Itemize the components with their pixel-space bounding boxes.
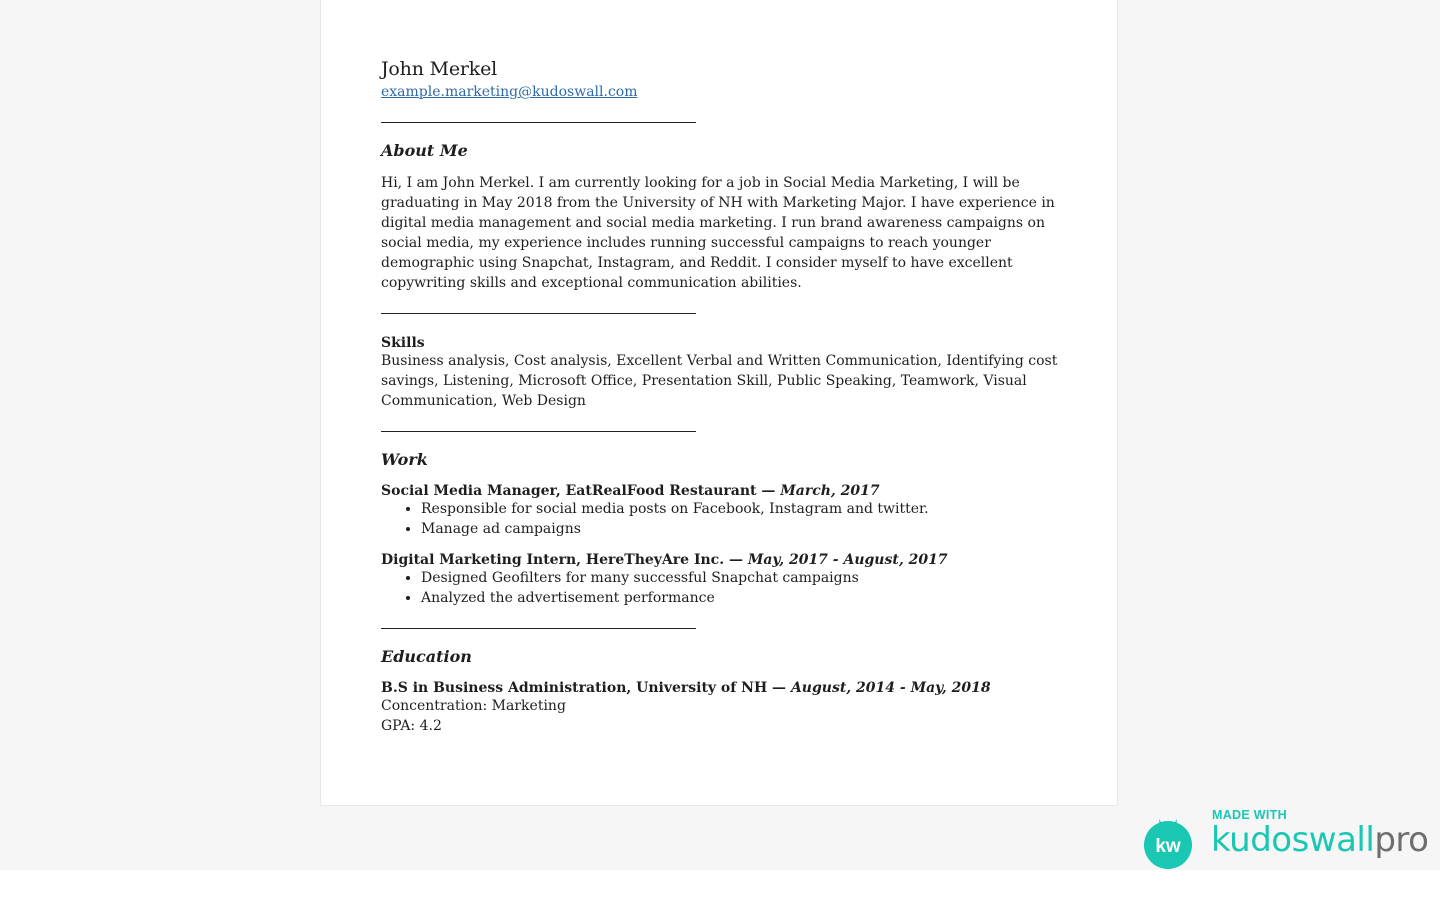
list-item: • Responsible for social media posts on Facebook, Instagram and twitter. [421,499,1061,519]
skills-text: Business analysis, Cost analysis, Excellent Verbal and Written Communication, Identifying cost savings, Listening, Microsoft Office, Presentation Skill, Public Speaking, Teamwork, Visual Communication, Web Design [381,353,1058,409]
job-role: Digital Marketing Intern, HereTheyAre Inc. [381,552,725,568]
work-entry-heading [381,552,1061,568]
work-entry [381,552,1061,608]
heading-separator: — [767,680,791,696]
candidate-name: John Merkel [381,58,497,80]
work-title: Work [381,450,428,469]
email-link[interactable]: example.marketing@kudoswall.com [381,84,638,100]
work-entry-heading [381,483,1061,499]
education-title: Education [381,647,472,666]
about-text: Hi, I am John Merkel. I am currently looking for a job in Social Media Marketing, I will be graduating in May 2018 from the University of NH with Marketing Major. I have experience in digital media management and social media marketing. I run brand awareness campaigns on social media, my experience includes running successful campaigns to reach younger demographic using Snapchat, Instagram, and Reddit. I consider myself to have excellent copywriting skills and exceptional communication abilities. [381,175,1055,291]
made-with-label: MADE WITH [1212,808,1287,822]
brand-name: kudoswall [1211,820,1375,860]
job-duties-list [381,499,1061,539]
skills-title: Skills [381,335,425,351]
job-role: Social Media Manager, EatRealFood Restaurant [381,483,757,499]
brand-suffix: pro [1374,820,1429,860]
kudoswall-logo-icon [1143,816,1193,870]
made-with-kudoswall-badge[interactable] [1143,806,1433,872]
education-concentration: Concentration: Marketing [381,698,566,714]
section-divider [381,628,696,629]
education-entry [381,680,1061,736]
list-item: • Manage ad campaigns [421,519,1061,539]
degree-name: B.S in Business Administration, University of NH [381,680,768,696]
section-divider [381,122,696,123]
section-divider [381,313,696,314]
education-date: August, 2014 - May, 2018 [790,680,991,696]
list-item: • Designed Geofilters for many successful Snapchat campaigns [421,568,1061,588]
brand-wordmark [1211,818,1428,862]
education-heading [381,680,1061,696]
job-date: May, 2017 - August, 2017 [747,552,948,568]
job-duties-list [381,568,1061,608]
section-divider [381,431,696,432]
heading-separator: — [724,552,748,568]
education-gpa: GPA: 4.2 [381,718,442,734]
logo-text: kw [1155,836,1181,857]
resume-content [381,56,1061,736]
about-title: About Me [381,141,468,160]
work-entry [381,483,1061,539]
resume-page [320,0,1118,806]
heading-separator: — [756,483,781,499]
list-item: • Analyzed the advertisement performance [421,588,1061,608]
job-date: March, 2017 [780,483,880,499]
